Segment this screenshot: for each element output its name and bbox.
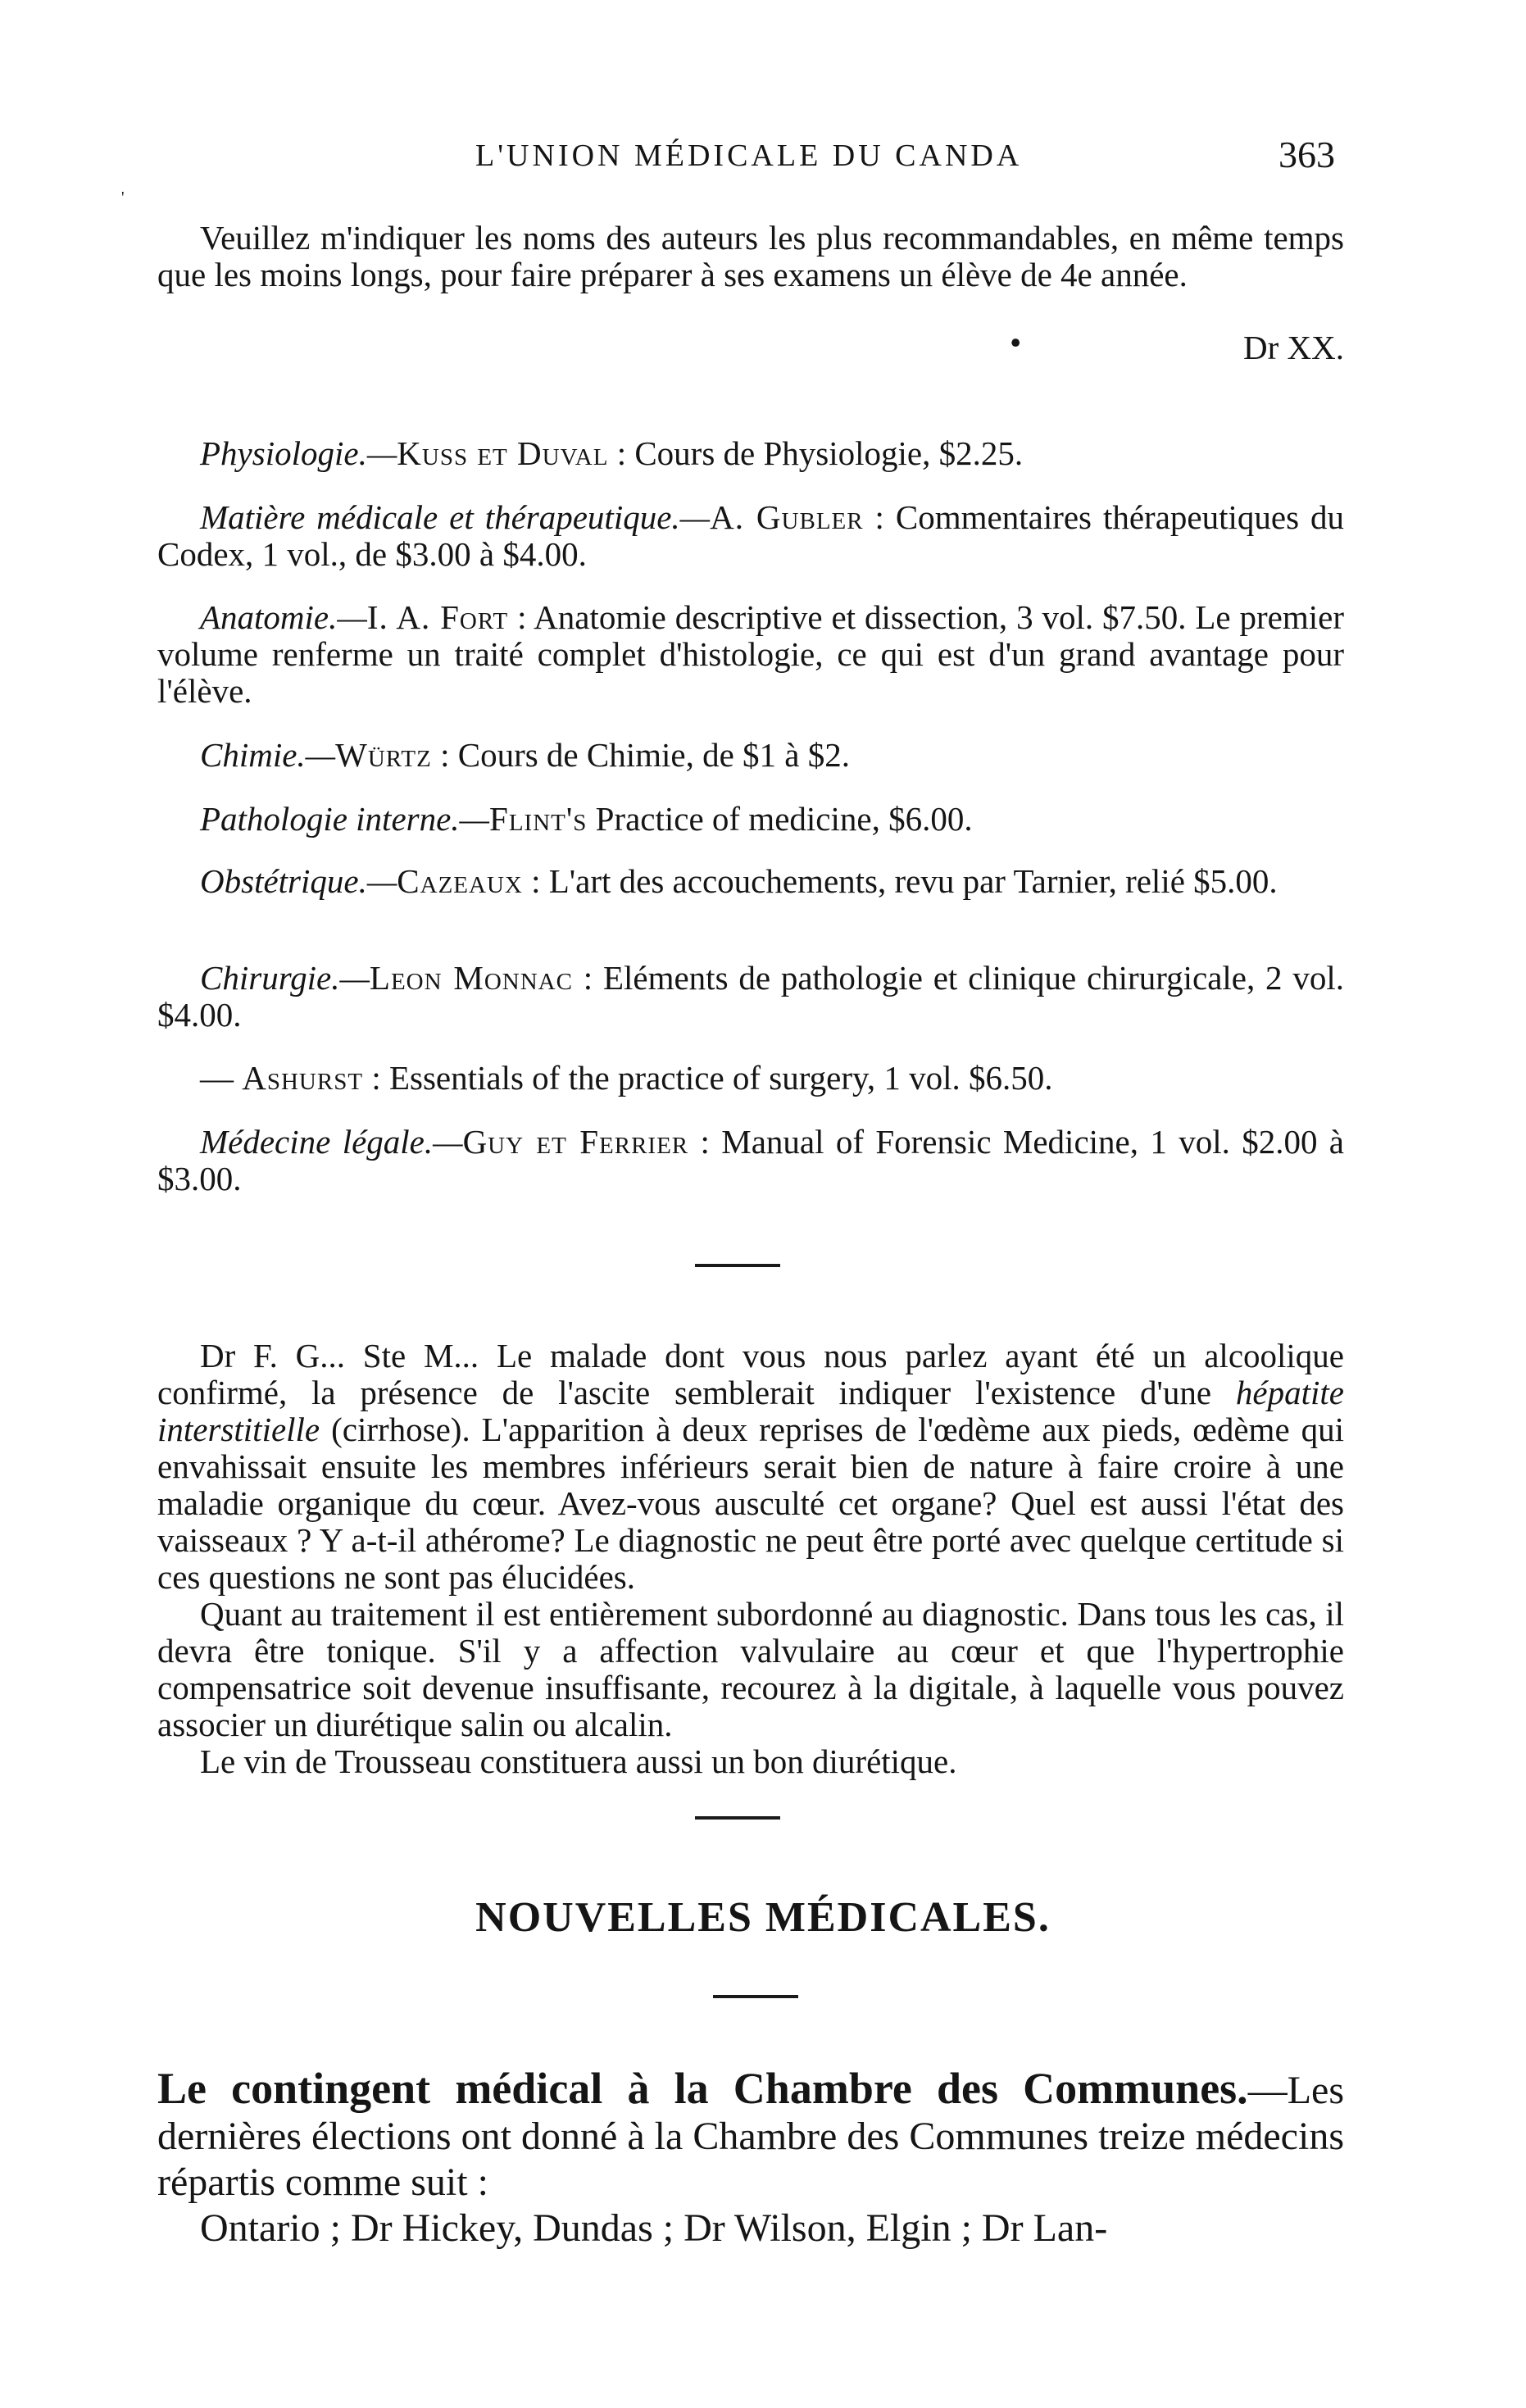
entry-details: : Manual of Forensic Medicine, 1 vol. $2.00 à $3.00. (157, 1123, 1345, 1197)
entry-details: : Eléments de pathologie et clinique chirurgicale, 2 vol. $4.00. (157, 959, 1345, 1034)
entry-author: Würtz (335, 736, 432, 774)
article-paragraph (157, 2065, 1344, 2206)
reply-text-start: Dr F. G... Ste M... Le malade dont vous nous parlez ayant été un alcoolique confirmé, la présence de l'ascite semblerait indiquer l'existence d'une (157, 1337, 1344, 1411)
section-divider (695, 1816, 780, 1820)
section-title: NOUVELLES MÉDICALES. (475, 1894, 1051, 1941)
page-number: 363 (1278, 134, 1335, 175)
entry-details: : Anatomie descriptive et dissection, 3 vol. $7.50. Le premier volume renferme un traité complet d'histologie, ce qui est d'un grand avantage pour l'élève. (157, 598, 1345, 710)
entry-details: : Cours de Physiologie, $2.25. (608, 434, 1024, 472)
entry-details: : Cours de Chimie, de $1 à $2. (431, 736, 850, 774)
section-divider (695, 1264, 780, 1267)
entry-details: Practice of medicine, $6.00. (587, 800, 973, 838)
entry-subject: Matière médicale et thérapeutique.— (200, 498, 711, 536)
article-line: Ontario ; Dr Hickey, Dundas ; Dr Wilson, Elgin ; Dr Lan- (200, 2206, 1108, 2250)
reply-paragraph-2: Quant au traitement il est entièrement subordonné au diagnostic. Dans tous les cas, il devra être tonique. S'il y a affection valvulaire au cœur et que l'hypertrophie compensatrice soit devenue insuffisante, recourez à la digitale, à laquelle vous pouvez associer un diurétique salin ou alcalin. (157, 1595, 1344, 1743)
letter-text: Veuillez m'indiquer les noms des auteurs les plus recommandables, en même temps que les moins longs, pour faire préparer à ses examens un élève de 4e année. (157, 219, 1344, 293)
article-lead: Le contingent médical à la Chambre des Communes. (157, 2064, 1248, 2113)
entry-subject: Anatomie.— (200, 598, 367, 636)
letter-signature-line (157, 324, 1344, 367)
reply-paragraph-1 (157, 1338, 1344, 1596)
entry-details: : Commentaires thérapeutiques du Codex, 1 vol., de $3.00 à $4.00. (157, 498, 1344, 573)
entry-author: Cazeaux (397, 862, 523, 900)
entry-author: I. A. Fort (366, 598, 509, 636)
letter-signature: Dr XX. (1243, 329, 1344, 366)
entry-subject: — (200, 1059, 243, 1097)
entry-details: : Essentials of the practice of surgery, 1 vol. $6.50. (363, 1059, 1053, 1097)
stray-dot: • (1010, 324, 1022, 361)
entry-subject: Chimie.— (200, 736, 336, 774)
list-item (157, 829, 1344, 934)
reply-section (157, 1338, 1344, 1780)
article-text: —Les dernières élections ont donné à la Chambre des Communes treize médecins répartis comme suit : (157, 2069, 1344, 2204)
entry-author: Leon Monnac (369, 959, 573, 997)
section-divider (713, 1995, 798, 1998)
entry-subject: Physiologie.— (200, 434, 397, 472)
entry-author: A. Gubler (710, 498, 864, 536)
reply-text-end: (cirrhose). L'apparition à deux reprises de l'œdème aux pieds, œdème qui envahissait ensuite les membres inférieurs serait bien de nature à faire croire à une maladie organique du cœur. Avez-vous ausculté cet organe? Quel est aussi l'état des vaisseaux ? Y a-t-il athérome? Le diagnostic ne peut être porté avec quelque certitude si ces questions ne sont pas élucidées. (157, 1411, 1344, 1596)
running-head: L'UNION MÉDICALE DU CANDA (475, 139, 1023, 173)
reply-italic-term: hépatite interstitielle (157, 1374, 1344, 1448)
entry-subject: Obstétrique.— (200, 862, 397, 900)
entry-subject: Pathologie interne.— (200, 800, 490, 838)
margin-mark: ' (121, 189, 125, 207)
page-header (0, 134, 1526, 207)
reply-paragraph-3: Le vin de Trousseau constituera aussi un bon diurétique. (200, 1742, 957, 1780)
entry-author: Flint's (489, 800, 588, 838)
entry-author: Guy et Ferrier (462, 1123, 689, 1161)
entry-details: : L'art des accouchements, revu par Tarnier, relié $5.00. (522, 862, 1278, 900)
letter-paragraph (157, 220, 1344, 293)
entry-author: Ashurst (242, 1059, 364, 1097)
news-article (157, 2065, 1344, 2251)
list-item (157, 1090, 1344, 1231)
entry-subject: Chirurgie.— (200, 959, 370, 997)
entry-author: Kuss et Duval (397, 434, 609, 472)
entry-subject: Médecine légale.— (200, 1123, 463, 1161)
